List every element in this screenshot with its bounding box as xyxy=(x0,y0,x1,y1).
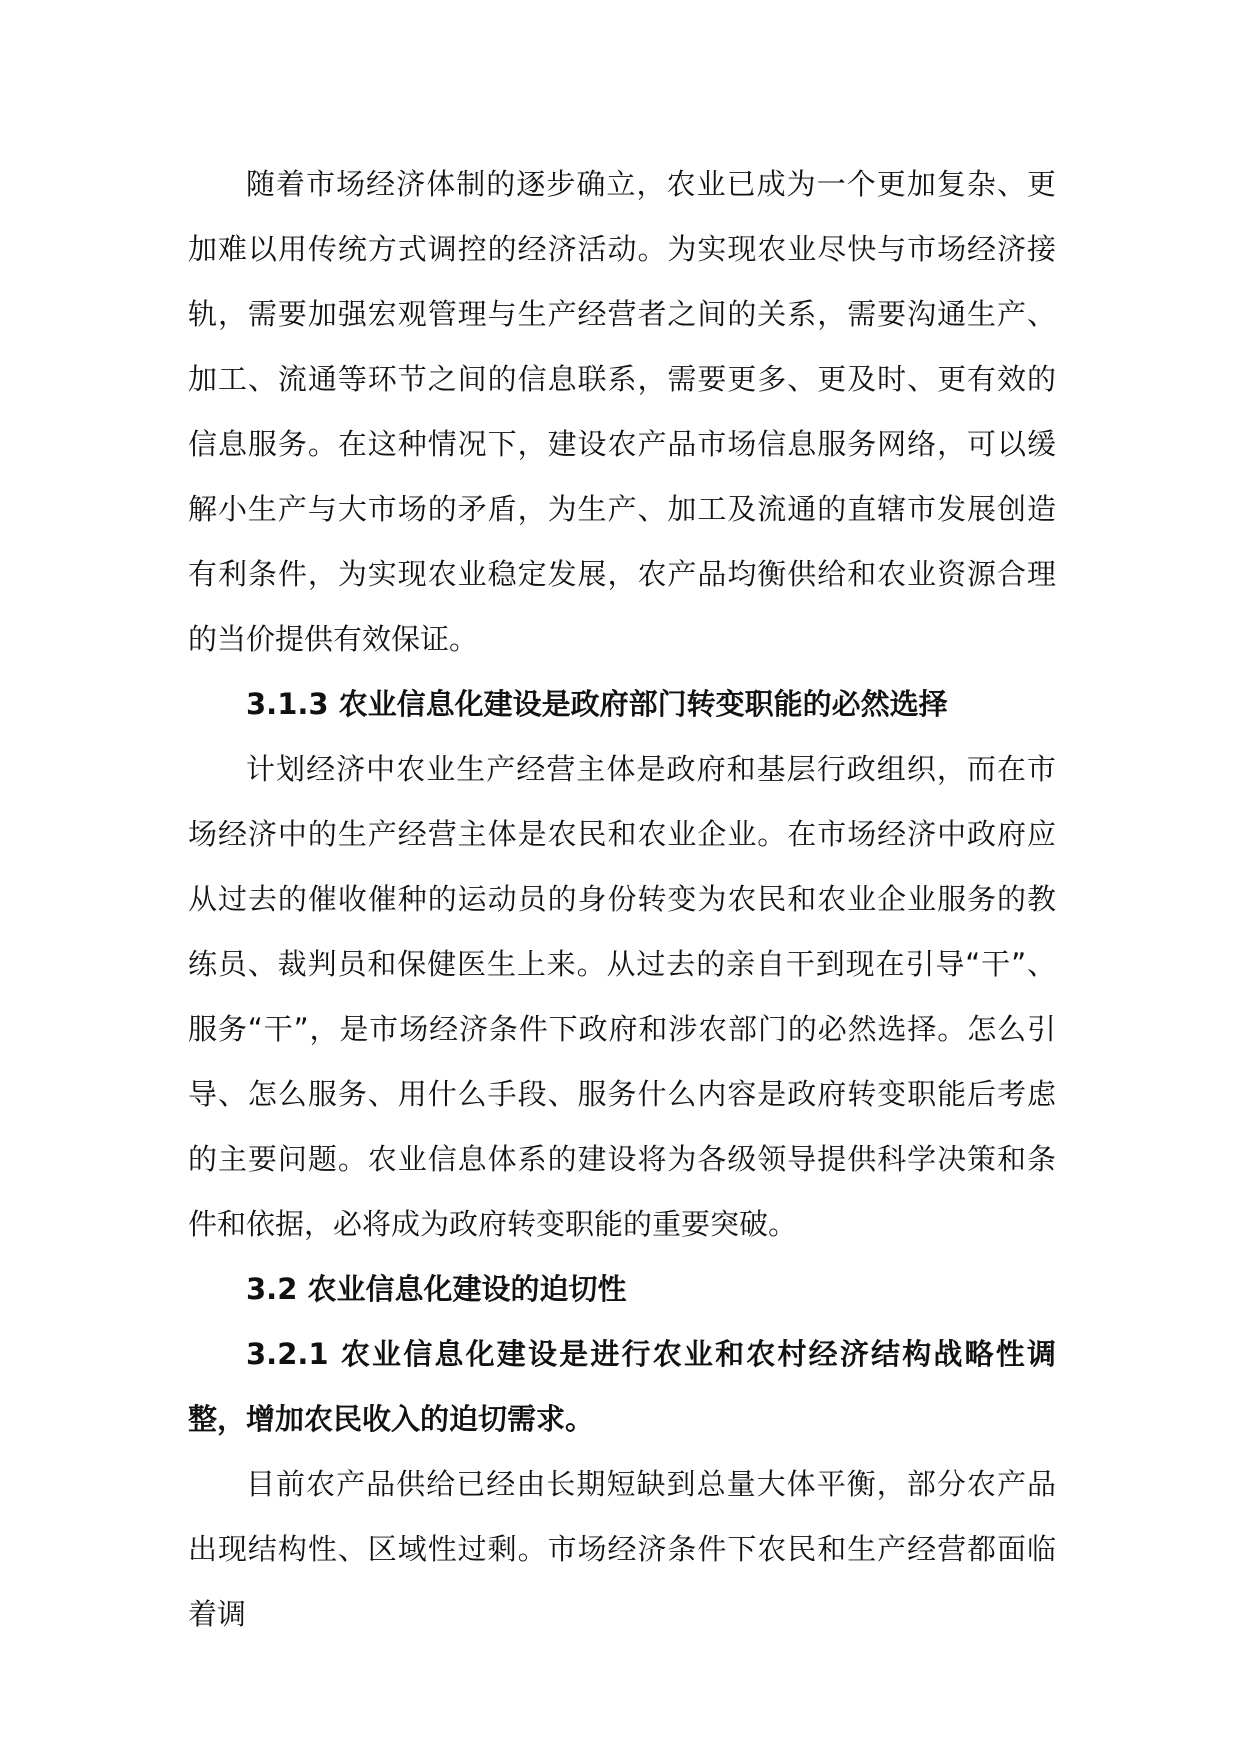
paragraph-government-function: 计划经济中农业生产经营主体是政府和基层行政组织，而在市场经济中的生产经营主体是农民和农业企业。在市场经济中政府应从过去的催收催种的运动员的身份转变为农民和农业企业服务的教练员、裁判员和保健医生上来。从过去的亲自干到现在引导“干”、服务“干”，是市场经济条件下政府和涉农部门的必然选择。怎么引导、怎么服务、用什么手段、服务什么内容是政府转变职能后考虑的主要问题。农业信息体系的建设将为各级领导提供科学决策和条件和依据，必将成为政府转变职能的重要突破。 xyxy=(188,752,1056,1241)
document-body xyxy=(188,152,1056,1647)
section-heading-3-2-1: 3.2.1 农业信息化建设是进行农业和农村经济结构战略性调整，增加农民收入的迫切需求。 xyxy=(188,1337,1056,1436)
paragraph-supply-structure: 目前农产品供给已经由长期短缺到总量大体平衡，部分农产品出现结构性、区域性过剩。市场经济条件下农民和生产经营都面临着调 xyxy=(188,1467,1056,1631)
section-heading-3-1-3: 3.1.3 农业信息化建设是政府部门转变职能的必然选择 xyxy=(246,687,948,721)
paragraph-market-info-service: 随着市场经济体制的逐步确立，农业已成为一个更加复杂、更加难以用传统方式调控的经济活动。为实现农业尽快与市场经济接轨，需要加强宏观管理与生产经营者之间的关系，需要沟通生产、加工、流通等环节之间的信息联系，需要更多、更及时、更有效的信息服务。在这种情况下，建设农产品市场信息服务网络，可以缓解小生产与大市场的矛盾，为生产、加工及流通的直辖市发展创造有利条件，为实现农业稳定发展，农产品均衡供给和农业资源合理的当价提供有效保证。 xyxy=(188,167,1056,656)
section-heading-3-2: 3.2 农业信息化建设的迫切性 xyxy=(246,1272,627,1306)
